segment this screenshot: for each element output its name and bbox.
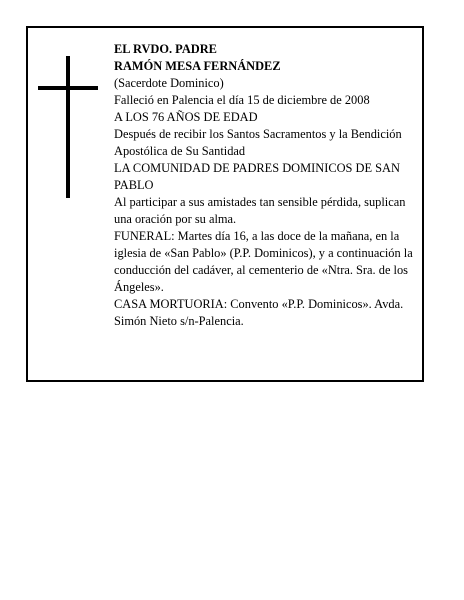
funeral-line: FUNERAL: Martes día 16, a las doce de la mañana, en la iglesia de «San Pablo» (P.P. Dominicos), y a continuación la conducción del cadáver, al cementerio de «Ntra. Sra. de los Ángeles». xyxy=(114,229,413,294)
title-line: EL RVDO. PADRE xyxy=(114,42,217,56)
age-line: A LOS 76 AÑOS DE EDAD xyxy=(114,110,258,124)
cross-icon xyxy=(38,56,98,198)
house-line: CASA MORTUORIA: Convento «P.P. Dominicos». Avda. Simón Nieto s/n-Palencia. xyxy=(114,297,404,328)
sacraments-line: Después de recibir los Santos Sacramentos y la Bendición Apostólica de Su Santidad xyxy=(114,127,402,158)
cross-horizontal-bar xyxy=(38,86,98,90)
deceased-name: RAMÓN MESA FERNÁNDEZ xyxy=(114,59,281,73)
message-line: Al participar a sus amistades tan sensible pérdida, suplican una oración por su alma. xyxy=(114,195,406,226)
community-line: LA COMUNIDAD DE PADRES DOMINICOS DE SAN PABLO xyxy=(114,161,400,192)
role-line: (Sacerdote Dominico) xyxy=(114,76,224,90)
death-line: Falleció en Palencia el día 15 de diciembre de 2008 xyxy=(114,93,370,107)
notice-text xyxy=(114,41,418,330)
obituary-notice xyxy=(26,26,424,382)
cross-vertical-bar xyxy=(66,56,70,198)
